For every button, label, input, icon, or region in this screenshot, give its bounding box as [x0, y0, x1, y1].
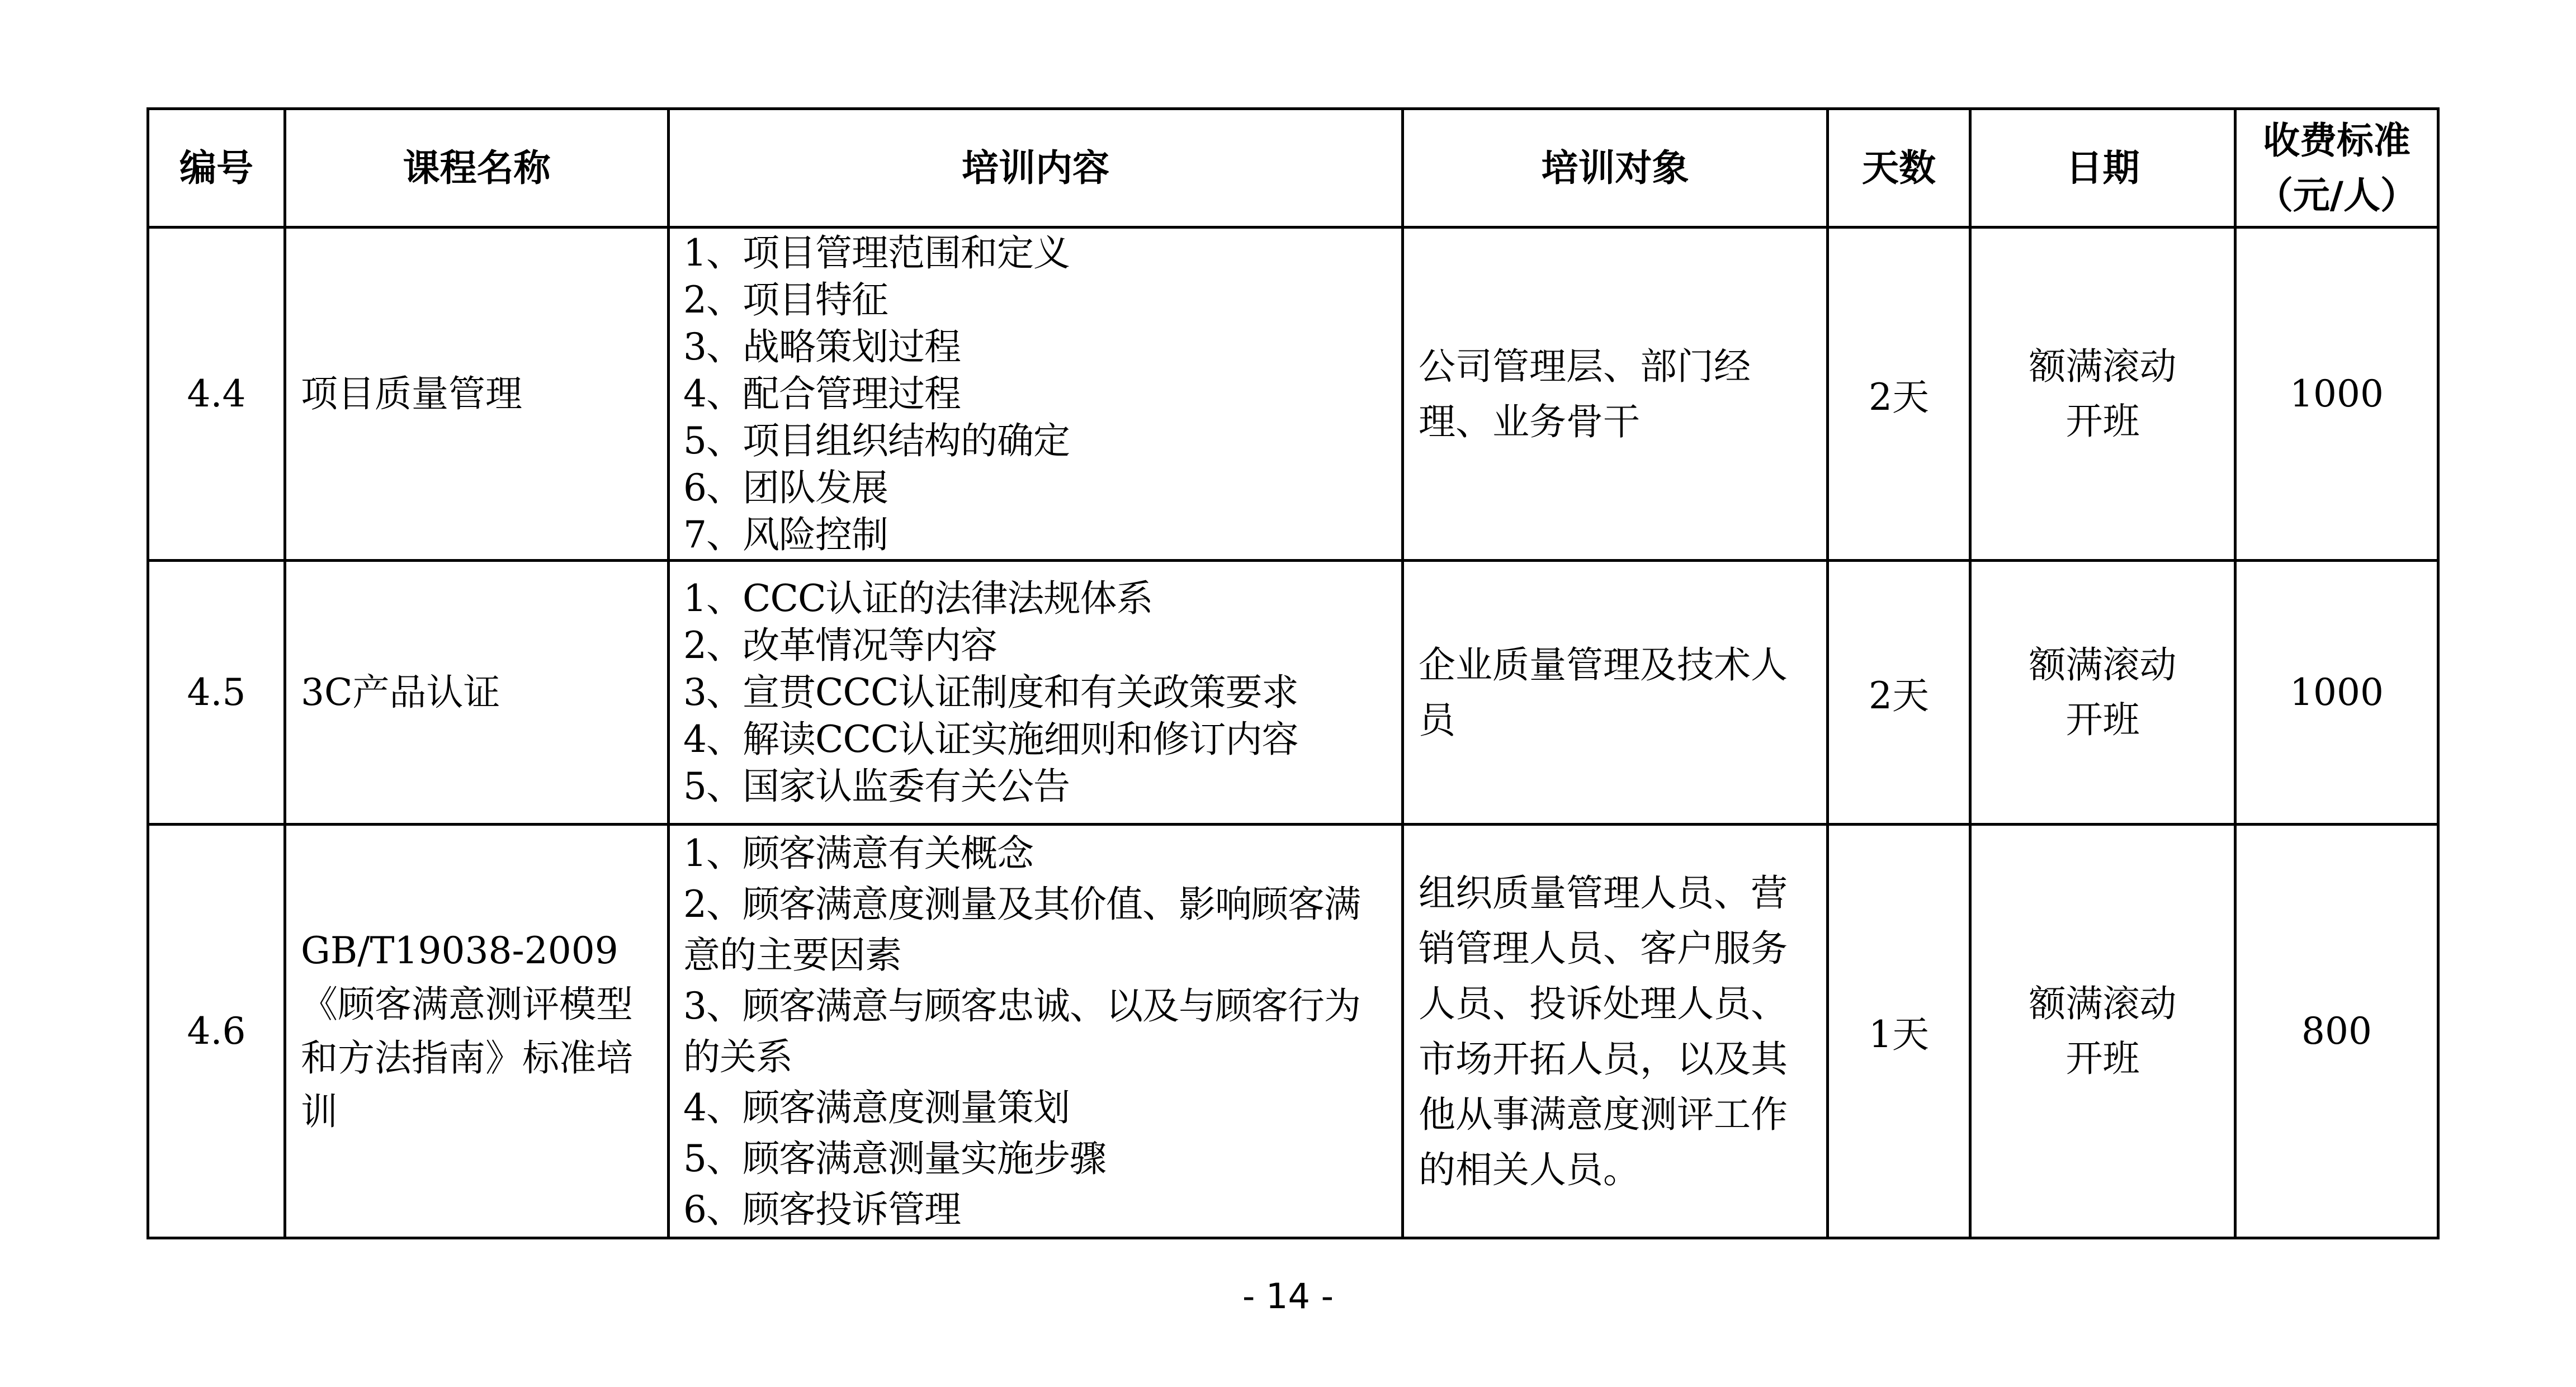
content-item: 3、宣贯CCC认证制度和有关政策要求	[683, 670, 1298, 714]
header-course-name: 课程名称	[285, 109, 669, 228]
content-item: 1、CCC认证的法律法规体系	[683, 576, 1153, 620]
content-item: 2、顾客满意度测量及其价值、影响顾客满意的主要因素	[683, 882, 1360, 977]
content-item: 5、项目组织结构的确定	[683, 419, 1070, 462]
content-item: 3、战略策划过程	[683, 325, 961, 368]
row-date	[1970, 228, 2235, 561]
header-fee-line1: 收费标准	[2263, 119, 2410, 162]
content-item: 5、国家认监委有关公告	[683, 764, 1070, 808]
content-item: 4、解读CCC认证实施细则和修订内容	[683, 717, 1298, 761]
row-date	[1970, 561, 2235, 825]
date-line1: 额满滚动	[2029, 344, 2177, 388]
row-code: 4.6	[148, 825, 285, 1238]
table-row	[148, 561, 2438, 825]
date-line2: 开班	[2065, 1036, 2140, 1080]
header-days: 天数	[1828, 109, 1970, 228]
content-item: 7、风险控制	[683, 513, 888, 556]
row-date	[1970, 825, 2235, 1238]
date-line1: 额满滚动	[2029, 643, 2177, 687]
content-item: 4、配合管理过程	[683, 372, 961, 415]
content-item: 5、顾客满意测量实施步骤	[683, 1137, 1106, 1180]
content-item: 2、改革情况等内容	[683, 623, 997, 667]
row-course-name: 3C产品认证	[285, 561, 669, 825]
row-course-name: 项目质量管理	[285, 228, 669, 561]
row-training-content	[669, 561, 1403, 825]
header-date: 日期	[1970, 109, 2235, 228]
content-item: 6、顾客投诉管理	[683, 1187, 961, 1231]
row-code: 4.4	[148, 228, 285, 561]
table-header-row	[148, 109, 2438, 228]
header-fee-line2: （元/人）	[2256, 173, 2418, 217]
content-item: 3、顾客满意与顾客忠诚、以及与顾客行为的关系	[683, 984, 1360, 1078]
content-item: 1、项目管理范围和定义	[683, 231, 1070, 274]
row-days: 2天	[1828, 561, 1970, 825]
date-line1: 额满滚动	[2029, 982, 2177, 1025]
header-fee	[2235, 109, 2438, 228]
header-training-audience: 培训对象	[1403, 109, 1828, 228]
page-number: - 14 -	[1242, 1276, 1334, 1317]
date-line2: 开班	[2065, 399, 2140, 443]
date-line2: 开班	[2065, 698, 2140, 741]
row-code: 4.5	[148, 561, 285, 825]
row-training-content	[669, 825, 1403, 1238]
row-fee: 1000	[2235, 561, 2438, 825]
row-fee: 1000	[2235, 228, 2438, 561]
header-training-content: 培训内容	[669, 109, 1403, 228]
row-training-content	[669, 228, 1403, 561]
content-item: 6、团队发展	[683, 466, 888, 509]
row-days: 1天	[1828, 825, 1970, 1238]
table-row	[148, 825, 2438, 1238]
row-training-audience: 企业质量管理及技术人员	[1403, 561, 1828, 825]
training-course-table	[146, 107, 2440, 1239]
content-item: 4、顾客满意度测量策划	[683, 1086, 1070, 1129]
row-course-name: GB/T19038-2009《顾客满意测评模型和方法指南》标准培训	[285, 825, 669, 1238]
row-fee: 800	[2235, 825, 2438, 1238]
row-training-audience: 公司管理层、部门经理、业务骨干	[1403, 228, 1828, 561]
content-item: 1、顾客满意有关概念	[683, 831, 1033, 875]
table-row	[148, 228, 2438, 561]
row-training-audience: 组织质量管理人员、营销管理人员、客户服务人员、投诉处理人员、市场开拓人员，以及其他从事满意度测评工作的相关人员。	[1403, 825, 1828, 1238]
header-code: 编号	[148, 109, 285, 228]
content-item: 2、项目特征	[683, 278, 888, 321]
row-days: 2天	[1828, 228, 1970, 561]
